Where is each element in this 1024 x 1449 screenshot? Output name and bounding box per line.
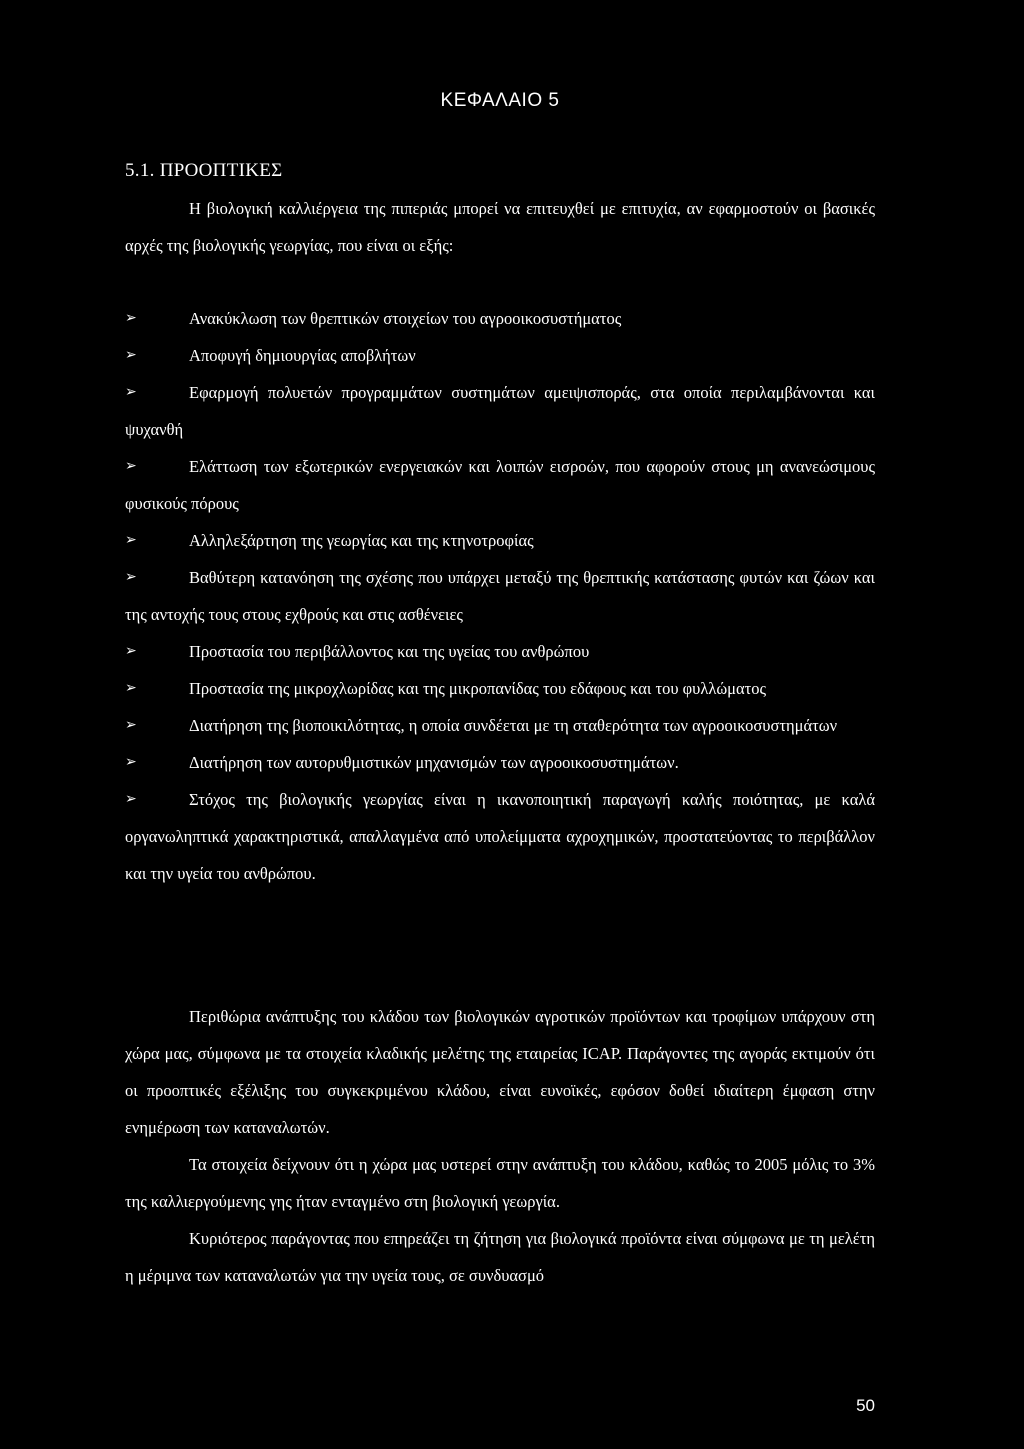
list-item (125, 448, 875, 522)
list-item (125, 559, 875, 633)
arrowhead-bullet-icon: ➢ (125, 680, 137, 696)
arrowhead-bullet-icon: ➢ (125, 643, 137, 659)
list-item (125, 707, 875, 744)
arrowhead-bullet-icon: ➢ (125, 754, 137, 770)
arrowhead-bullet-icon: ➢ (125, 384, 137, 400)
body-paragraph: Κυριότερος παράγοντας που επηρεάζει τη ζήτηση για βιολογικά προϊόντα είναι σύμφωνα με τη μελέτη η μέριμνα των καταναλωτών για την υγεία τους, σε συνδυασμό (125, 1229, 875, 1285)
list-item-text: Βαθύτερη κατανόηση της σχέσης που υπάρχει μεταξύ της θρεπτικής κατάστασης φυτών και ζώων και της αντοχής τους στους εχθρούς και στις ασθένειες (125, 568, 875, 624)
list-item-text: Εφαρμογή πολυετών προγραμμάτων συστημάτων αμειψισποράς, στα οποία περιλαμβάνονται και ψυχανθή (125, 383, 875, 439)
list-item (125, 633, 875, 670)
list-item (125, 670, 875, 707)
chapter-title: ΚΕΦΑΛΑΙΟ 5 (440, 90, 560, 111)
list-item-text: Αλληλεξάρτηση της γεωργίας και της κτηνοτροφίας (189, 531, 534, 550)
arrowhead-bullet-icon: ➢ (125, 717, 137, 733)
list-item (125, 337, 875, 374)
document-page (125, 0, 875, 1449)
list-item (125, 522, 875, 559)
list-item-text: Αποφυγή δημιουργίας αποβλήτων (189, 346, 416, 365)
list-item (125, 781, 875, 892)
body-paragraph: Τα στοιχεία δείχνουν ότι η χώρα μας υστερεί στην ανάπτυξη του κλάδου, καθώς το 2005 μόλις το 3% της καλλιεργούμενης γης ήταν ενταγμένο στη βιολογική γεωργία. (125, 1155, 875, 1211)
principles-list (125, 300, 875, 892)
section-heading: 5.1. ΠΡΟΟΠΤΙΚΕΣ (125, 160, 283, 181)
list-item (125, 744, 875, 781)
list-item-text: Ανακύκλωση των θρεπτικών στοιχείων του αγροοικοσυστήματος (189, 309, 622, 328)
intro-block (125, 190, 875, 264)
body-block (125, 998, 875, 1294)
list-item-text: Ελάττωση των εξωτερικών ενεργειακών και λοιπών εισροών, που αφορούν στους μη ανανεώσιμους φυσικούς πόρους (125, 457, 875, 513)
list-item-text: Στόχος της βιολογικής γεωργίας είναι η ικανοποιητική παραγωγή καλής ποιότητας, με καλά οργανωληπτικά χαρακτηριστικά, απαλλαγμένα από υπολείμματα αχροχημικών, προστατεύοντας το περιβάλλον και την υγεία του ανθρώπου. (125, 790, 875, 883)
intro-paragraph: Η βιολογική καλλιέργεια της πιπεριάς μπορεί να επιτευχθεί με επιτυχία, αν εφαρμοστούν οι βασικές αρχές της βιολογικής γεωργίας, που είναι οι εξής: (125, 199, 875, 255)
bullet-block (125, 300, 875, 892)
list-item (125, 300, 875, 337)
arrowhead-bullet-icon: ➢ (125, 458, 137, 474)
list-item-text: Προστασία του περιβάλλοντος και της υγείας του ανθρώπου (189, 642, 590, 661)
arrowhead-bullet-icon: ➢ (125, 347, 137, 363)
arrowhead-bullet-icon: ➢ (125, 569, 137, 585)
list-item-text: Διατήρηση της βιοποικιλότητας, η οποία συνδέεται με τη σταθερότητα των αγροοικοσυστημάτων (189, 716, 838, 735)
page-number: 50 (856, 1396, 875, 1415)
list-item (125, 374, 875, 448)
body-paragraph: Περιθώρια ανάπτυξης του κλάδου των βιολογικών αγροτικών προϊόντων και τροφίμων υπάρχουν στη χώρα μας, σύμφωνα με τα στοιχεία κλαδικής μελέτης της εταιρείας ICAP. Παράγοντες της αγοράς εκτιμούν ότι οι προοπτικές εξέλιξης του συγκεκριμένου κλάδου, είναι ευνοϊκές, εφόσον δοθεί ιδιαίτερη έμφαση στην ενημέρωση των καταναλωτών. (125, 1007, 875, 1137)
list-item-text: Διατήρηση των αυτορυθμιστικών μηχανισμών των αγροοικοσυστημάτων. (189, 753, 679, 772)
arrowhead-bullet-icon: ➢ (125, 310, 137, 326)
list-item-text: Προστασία της μικροχλωρίδας και της μικροπανίδας του εδάφους και του φυλλώματος (189, 679, 767, 698)
arrowhead-bullet-icon: ➢ (125, 532, 137, 548)
arrowhead-bullet-icon: ➢ (125, 791, 137, 807)
